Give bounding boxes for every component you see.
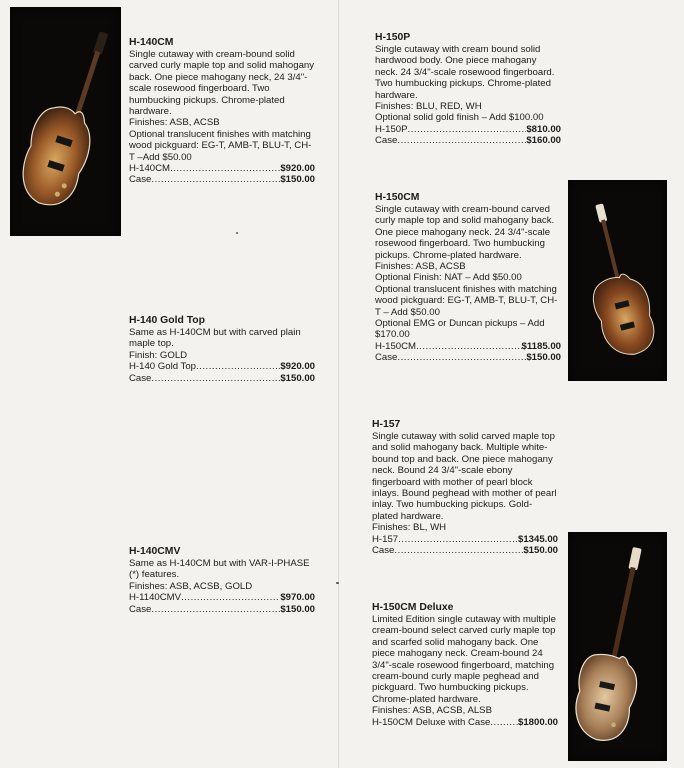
product-finishes: Finishes: ASB, ACSB [375,261,466,273]
leader-dots [416,341,521,352]
price-label: H-157 [372,533,399,545]
price-row [375,352,561,363]
guitar-photo-h150cm [568,180,667,381]
guitar-photo-h140cm [10,7,121,236]
product-description: Limited Edition single cutaway with multiple cream-bound select carved curly maple top and scarfed solid mahogany back. One piece mahogany neck. Cream-bound 24 3/4"-scale rosewood fingerboard, matching cream-bound curly maple peghead and pickguard. Two humbucking pickups. Chrome-plated hardware. [372,614,556,705]
product-optional: Optional EMG or Duncan pickups – Add $170.00 [375,318,545,341]
product-finishes: Finishes: BL, WH [372,522,447,534]
product-name: H-140CM [129,37,174,48]
product-description: Same as H-140CM but with carved plain maple top. [129,327,301,350]
product-optional: Optional translucent finishes with matching wood pickguard: EG-T, AMB-T, BLU-T, CH-T – Add $50.00 [375,283,558,318]
price-row [129,174,315,185]
price-label: Case [375,352,398,364]
product-finishes: Finishes: ASB, ACSB [129,117,220,129]
price-amount: $1345.00 [517,533,558,545]
product-description: Single cutaway with cream bound solid hardwood body. One piece mahogany neck. 24 3/4"-scale rosewood fingerboard. Two humbucking pickups. Chrome-plated hardware. [375,44,555,101]
page-fold [338,0,339,768]
price-label: Case [372,545,395,557]
price-label: Case [375,135,398,147]
product-h150p [375,32,561,147]
price-row [375,124,561,135]
product-h150cm [375,192,561,364]
price-row [375,341,561,352]
price-amount: $810.00 [526,123,561,135]
product-name: H-150CM [375,192,420,203]
price-amount: $150.00 [280,372,315,384]
price-row [129,163,315,174]
leader-dots [151,174,280,185]
product-description: Single cutaway with cream-bound carved curly maple top and solid mahogany back. One piece mahogany neck. 24 3/4"-scale rosewood fingerboard. Two humbucking pickups. Chrome-plated hardware. [375,204,555,261]
price-amount: $150.00 [280,174,315,186]
price-row [372,717,558,728]
price-label: Case [129,603,152,615]
product-finishes: Finish: GOLD [129,349,188,361]
price-amount: $150.00 [523,545,558,557]
price-amount: $1185.00 [521,340,561,352]
guitar-image-sunburst [568,532,667,761]
leader-dots [151,373,280,384]
product-h150cm-deluxe [372,602,558,728]
product-finishes: Finishes: ASB, ACSB, GOLD [129,580,253,592]
price-label: Case [129,174,152,186]
price-label: H-140CM [129,163,171,175]
price-row [129,592,315,603]
guitar-image-sunburst [10,7,121,236]
price-amount: $1800.00 [517,716,558,728]
price-label: H-150P [375,123,408,135]
price-row [129,604,315,615]
product-finishes: Finishes: ASB, ACSB, ALSB [372,705,492,717]
price-row [375,135,561,146]
price-row [129,361,315,372]
price-amount: $920.00 [280,361,315,373]
product-h140-gold-top [129,315,315,384]
price-label: H-140 Gold Top [129,361,197,373]
leader-dots [490,717,518,728]
price-label: H-1140CMV [129,592,182,604]
leader-dots [408,124,527,135]
product-h140cmv [129,546,315,615]
product-description: Single cutaway with solid carved maple top and solid mahogany back. Multiple white-bound top and back. One piece mahogany neck. Bound 24 3/4"-scale ebony fingerboard with mother of pearl block inlays. Bound peghead with mother of pearl inlay. Two humbucking pickups. Gold-plated hardware. [372,431,557,522]
guitar-image-sunburst [568,180,667,381]
price-row [372,545,558,556]
price-row [372,534,558,545]
leader-dots [394,545,523,556]
leader-dots [181,592,280,603]
price-amount: $920.00 [280,163,315,175]
product-name: H-150P [375,32,411,43]
product-name: H-140CMV [129,546,181,557]
price-label: H-150CM Deluxe with Case [372,716,491,728]
leader-dots [397,352,526,363]
leader-dots [398,534,518,545]
leader-dots [151,604,280,615]
product-name: H-157 [372,419,401,430]
leader-dots [397,135,526,146]
price-row [129,373,315,384]
product-description: Same as H-140CM but with VAR-I-PHASE (*) features. [129,558,310,581]
product-name: H-140 Gold Top [129,315,206,326]
price-amount: $970.00 [280,592,315,604]
leader-dots [196,361,280,372]
product-finishes: Finishes: BLU, RED, WH [375,101,482,113]
price-label: Case [129,372,152,384]
product-h140cm [129,37,315,186]
product-optional: Optional translucent finishes with matching wood pickguard: EG-T, AMB-T, BLU-T, CH-T –Add $50.00 [129,128,312,163]
price-amount: $160.00 [526,135,561,147]
price-amount: $150.00 [280,603,315,615]
print-speck [336,582,339,584]
product-optional: Optional solid gold finish – Add $100.00 [375,112,544,124]
price-amount: $150.00 [526,352,561,364]
product-optional: Optional Finish: NAT – Add $50.00 [375,272,522,284]
print-speck [236,232,238,234]
leader-dots [170,163,280,174]
guitar-photo-h150cm-deluxe [568,532,667,761]
product-description: Single cutaway with cream-bound solid carved curly maple top and solid mahogany back. One piece mahogany neck, 24 3/4"-scale rosewood fingerboard. Two humbucking pickups. Chrome-plated hardware. [129,49,315,118]
price-label: H-150CM [375,340,417,352]
product-h157 [372,419,558,556]
product-name: H-150CM Deluxe [372,602,454,613]
